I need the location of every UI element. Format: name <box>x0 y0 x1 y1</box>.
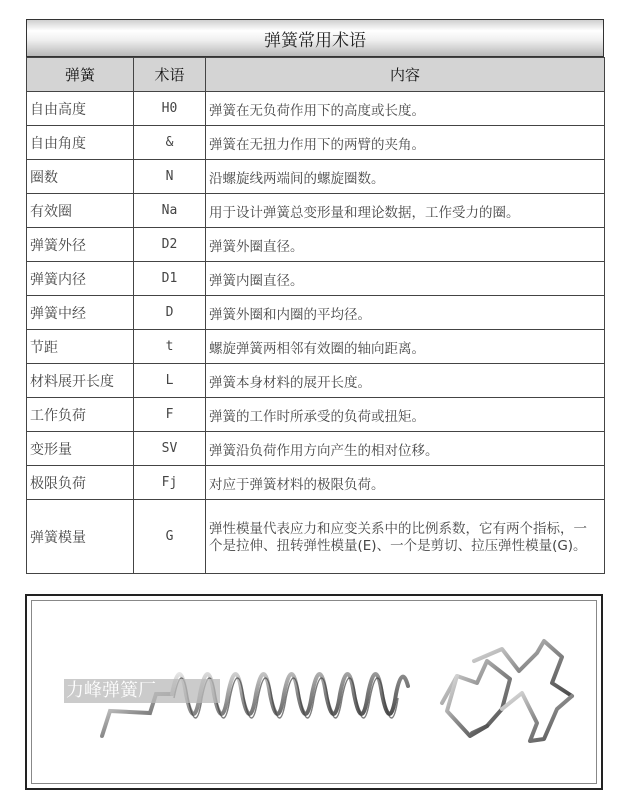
term-name: 自由高度 <box>27 92 134 126</box>
term-description: 弹性模量代表应力和应变关系中的比例系数，它有两个指标，一个是拉伸、扭转弹性模量(E)、一个是剪切、拉压弹性模量(G)。 <box>206 500 605 574</box>
table-title: 弹簧常用术语 <box>26 19 604 57</box>
header-spring: 弹簧 <box>27 58 134 92</box>
term-description: 弹簧的工作时所承受的负荷或扭矩。 <box>206 398 605 432</box>
terms-table-container <box>26 19 604 574</box>
term-symbol: N <box>134 160 206 194</box>
table-row <box>27 432 605 466</box>
term-name: 变形量 <box>27 432 134 466</box>
term-name: 节距 <box>27 330 134 364</box>
term-description: 弹簧外圈和内圈的平均径。 <box>206 296 605 330</box>
term-symbol: D1 <box>134 262 206 296</box>
table-row <box>27 466 605 500</box>
table-row <box>27 398 605 432</box>
term-description: 弹簧内圈直径。 <box>206 262 605 296</box>
term-description: 弹簧在无负荷作用下的高度或长度。 <box>206 92 605 126</box>
term-description: 弹簧沿负荷作用方向产生的相对位移。 <box>206 432 605 466</box>
term-symbol: L <box>134 364 206 398</box>
term-description: 螺旋弹簧两相邻有效圈的轴向距离。 <box>206 330 605 364</box>
table-row <box>27 160 605 194</box>
term-name: 自由角度 <box>27 126 134 160</box>
term-description: 用于设计弹簧总变形量和理论数据，工作受力的圈。 <box>206 194 605 228</box>
term-description: 弹簧在无扭力作用下的两臂的夹角。 <box>206 126 605 160</box>
spring-photo <box>31 600 597 784</box>
term-description: 弹簧本身材料的展开长度。 <box>206 364 605 398</box>
table-row <box>27 126 605 160</box>
term-symbol: D2 <box>134 228 206 262</box>
term-symbol: H0 <box>134 92 206 126</box>
header-content: 内容 <box>206 58 605 92</box>
header-term: 术语 <box>134 58 206 92</box>
term-name: 弹簧外径 <box>27 228 134 262</box>
term-symbol: Fj <box>134 466 206 500</box>
table-row <box>27 500 605 574</box>
term-symbol: G <box>134 500 206 574</box>
term-symbol: D <box>134 296 206 330</box>
term-name: 工作负荷 <box>27 398 134 432</box>
spring-photo-frame <box>25 594 603 790</box>
term-name: 弹簧中经 <box>27 296 134 330</box>
term-name: 有效圈 <box>27 194 134 228</box>
wire-form-spring-image <box>442 641 572 741</box>
term-description: 弹簧外圈直径。 <box>206 228 605 262</box>
term-symbol: t <box>134 330 206 364</box>
term-name: 材料展开长度 <box>27 364 134 398</box>
watermark-text: 力峰弹簧厂 <box>64 679 220 703</box>
term-name: 圈数 <box>27 160 134 194</box>
table-row <box>27 92 605 126</box>
table-row <box>27 262 605 296</box>
term-name: 弹簧内径 <box>27 262 134 296</box>
term-symbol: SV <box>134 432 206 466</box>
term-symbol: & <box>134 126 206 160</box>
term-description: 对应于弹簧材料的极限负荷。 <box>206 466 605 500</box>
term-name: 极限负荷 <box>27 466 134 500</box>
table-row <box>27 364 605 398</box>
table-row <box>27 330 605 364</box>
table-row <box>27 296 605 330</box>
term-symbol: Na <box>134 194 206 228</box>
term-symbol: F <box>134 398 206 432</box>
table-row <box>27 228 605 262</box>
term-description: 沿螺旋线两端间的螺旋圈数。 <box>206 160 605 194</box>
terms-table <box>26 57 605 574</box>
table-row <box>27 194 605 228</box>
table-header-row <box>27 58 605 92</box>
term-name: 弹簧模量 <box>27 500 134 574</box>
